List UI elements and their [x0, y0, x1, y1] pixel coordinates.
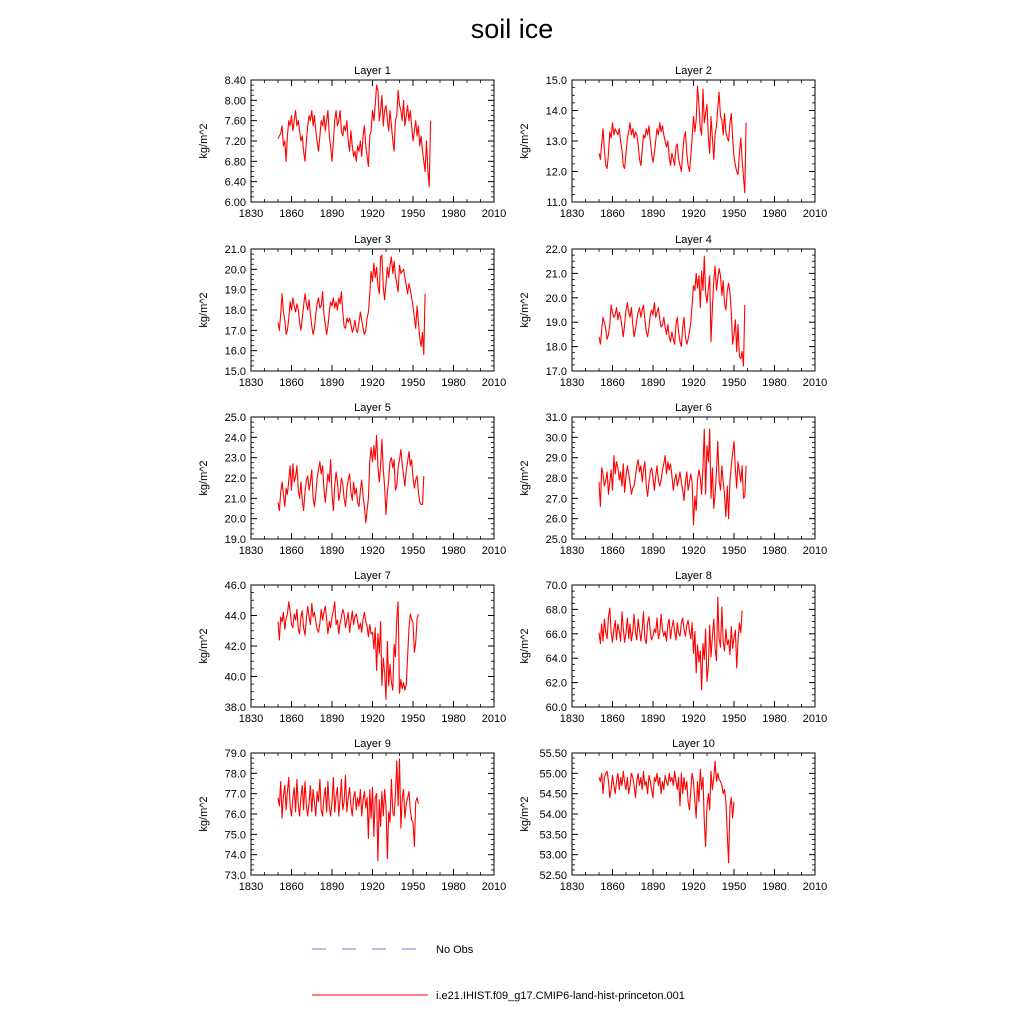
x-tick-label: 1980: [441, 208, 466, 220]
y-tick-label: 17.0: [545, 366, 567, 378]
y-tick-label: 19.0: [545, 317, 567, 330]
y-tick-label: 25.0: [545, 534, 567, 546]
y-axis-label: kg/m^2: [198, 292, 210, 328]
y-tick-label: 31.0: [545, 412, 567, 424]
panel-title: Layer 1: [354, 65, 391, 77]
y-tick-label: 15.0: [224, 366, 246, 378]
series-line-layer-3: [278, 255, 425, 355]
x-tick-label: 2010: [481, 545, 507, 557]
x-tick-label: 2010: [481, 377, 507, 389]
y-axis-label: kg/m^2: [519, 460, 531, 496]
y-tick-label: 79.0: [224, 748, 246, 760]
x-tick-label: 1950: [400, 377, 426, 389]
chart-panel-layer-9: [198, 738, 506, 893]
x-tick-label: 1980: [762, 377, 787, 389]
x-tick-label: 1950: [400, 713, 426, 725]
x-tick-label: 1920: [681, 881, 706, 893]
y-tick-label: 19.0: [224, 534, 246, 546]
x-tick-label: 1980: [762, 713, 787, 725]
plot-frame: [572, 753, 815, 875]
y-tick-label: 52.50: [539, 870, 567, 882]
panel-title: Layer 7: [354, 570, 391, 582]
y-tick-label: 53.00: [539, 849, 567, 862]
series-line-layer-8: [599, 597, 742, 690]
x-tick-label: 1950: [721, 377, 747, 389]
x-tick-label: 1980: [762, 208, 787, 220]
y-tick-label: 23.0: [224, 452, 246, 465]
x-tick-label: 1860: [600, 377, 625, 389]
y-tick-label: 55.00: [539, 768, 567, 781]
x-tick-label: 1890: [319, 545, 345, 557]
x-tick-label: 1980: [762, 881, 787, 893]
panel-title: Layer 6: [675, 402, 712, 414]
x-tick-label: 1920: [360, 545, 385, 557]
x-tick-label: 1860: [600, 713, 625, 725]
x-tick-label: 1860: [600, 208, 625, 220]
y-tick-label: 18.0: [224, 305, 246, 317]
x-tick-label: 1890: [319, 713, 345, 725]
y-tick-label: 70.0: [545, 580, 567, 592]
x-tick-label: 1920: [681, 545, 706, 557]
y-tick-label: 78.0: [224, 768, 246, 781]
x-tick-label: 1860: [279, 545, 304, 557]
panel-title: Layer 2: [675, 65, 712, 77]
y-tick-label: 11.0: [546, 197, 567, 209]
x-tick-label: 1920: [360, 881, 385, 893]
y-axis-label: kg/m^2: [519, 123, 531, 159]
legend: [312, 944, 685, 1002]
y-tick-label: 53.50: [539, 829, 567, 842]
y-tick-label: 24.0: [224, 432, 246, 445]
y-tick-label: 14.0: [545, 105, 567, 118]
x-tick-label: 1890: [640, 545, 666, 557]
y-tick-label: 21.0: [545, 268, 567, 281]
plot-frame: [251, 585, 494, 707]
y-tick-label: 25.0: [224, 412, 246, 424]
x-tick-label: 2010: [481, 881, 507, 893]
y-tick-label: 21.0: [224, 493, 246, 506]
series-line-layer-1: [278, 85, 431, 187]
x-tick-label: 1980: [441, 881, 466, 893]
x-tick-label: 1920: [681, 377, 706, 389]
y-tick-label: 73.0: [224, 870, 246, 882]
x-tick-label: 1830: [559, 545, 585, 557]
x-tick-label: 1920: [360, 377, 385, 389]
y-axis-label: kg/m^2: [519, 292, 531, 328]
chart-panel-layer-10: [519, 738, 827, 893]
x-tick-label: 2010: [802, 545, 828, 557]
chart-panel-layer-3: [198, 234, 506, 389]
y-tick-label: 74.0: [224, 849, 246, 862]
series-line-layer-7: [278, 602, 418, 700]
x-tick-label: 1890: [640, 881, 666, 893]
chart-panel-layer-5: [198, 402, 506, 557]
y-tick-label: 8.00: [224, 95, 246, 108]
plot-frame: [572, 80, 815, 202]
y-tick-label: 13.0: [545, 136, 567, 148]
legend-model-label: i.e21.IHIST.f09_g17.CMIP6-land-hist-princeton.001: [436, 990, 685, 1002]
y-tick-label: 62.0: [545, 677, 567, 690]
x-tick-label: 1980: [762, 545, 787, 557]
series-line-layer-2: [599, 86, 746, 193]
x-tick-label: 1980: [441, 377, 466, 389]
x-tick-label: 1830: [238, 881, 264, 893]
x-tick-label: 1950: [721, 881, 747, 893]
x-tick-label: 1860: [600, 545, 625, 557]
x-tick-label: 1830: [559, 881, 585, 893]
x-tick-label: 1830: [559, 377, 585, 389]
y-axis-label: kg/m^2: [198, 628, 210, 664]
x-tick-label: 1920: [681, 208, 706, 220]
x-tick-label: 1950: [721, 545, 747, 557]
legend-obs-label: No Obs: [436, 944, 474, 956]
panel-title: Layer 5: [354, 402, 391, 414]
x-tick-label: 1860: [600, 881, 625, 893]
y-tick-label: 12.0: [545, 166, 567, 179]
y-axis-label: kg/m^2: [198, 796, 210, 832]
y-tick-label: 27.0: [545, 493, 567, 506]
x-tick-label: 1950: [400, 545, 426, 557]
x-tick-label: 2010: [481, 713, 507, 725]
y-tick-label: 64.0: [545, 653, 567, 666]
y-tick-label: 7.20: [224, 136, 246, 148]
y-tick-label: 19.0: [224, 284, 246, 297]
y-axis-label: kg/m^2: [198, 123, 210, 159]
y-tick-label: 29.0: [545, 452, 567, 465]
x-tick-label: 1890: [319, 377, 345, 389]
y-tick-label: 6.00: [224, 197, 246, 209]
y-tick-label: 46.0: [224, 580, 246, 592]
y-tick-label: 20.0: [224, 513, 246, 526]
chart-panel-layer-8: [519, 570, 827, 725]
x-tick-label: 1920: [681, 713, 706, 725]
y-tick-label: 6.80: [224, 156, 246, 169]
y-tick-label: 16.0: [224, 345, 246, 358]
panel-title: Layer 10: [672, 738, 715, 750]
chart-panel-layer-2: [519, 65, 827, 220]
x-tick-label: 1950: [400, 208, 426, 220]
y-tick-label: 30.0: [545, 432, 567, 445]
y-tick-label: 7.60: [224, 115, 246, 128]
x-tick-label: 1950: [721, 713, 747, 725]
y-tick-label: 44.0: [224, 610, 246, 623]
y-tick-label: 8.40: [224, 75, 246, 87]
x-tick-label: 1830: [238, 545, 264, 557]
chart-panel-layer-4: [519, 234, 827, 389]
x-tick-label: 1950: [400, 881, 426, 893]
panel-title: Layer 9: [354, 738, 391, 750]
x-tick-label: 1860: [279, 713, 304, 725]
x-tick-label: 1920: [360, 208, 385, 220]
y-tick-label: 26.0: [545, 513, 567, 526]
y-tick-label: 38.0: [224, 702, 246, 714]
x-tick-label: 1980: [441, 545, 466, 557]
panel-title: Layer 8: [675, 570, 712, 582]
x-tick-label: 1890: [640, 377, 666, 389]
y-tick-label: 40.0: [224, 671, 246, 684]
y-tick-label: 20.0: [545, 292, 567, 305]
chart-panel-layer-7: [198, 570, 506, 725]
y-tick-label: 15.0: [545, 75, 567, 87]
y-tick-label: 60.0: [545, 702, 567, 714]
x-tick-label: 1830: [559, 713, 585, 725]
y-tick-label: 55.50: [539, 748, 567, 760]
plot-frame: [251, 753, 494, 875]
x-tick-label: 1890: [640, 713, 666, 725]
panel-title: Layer 3: [354, 234, 391, 246]
y-tick-label: 17.0: [224, 325, 246, 338]
y-tick-label: 22.0: [545, 244, 567, 256]
y-axis-label: kg/m^2: [519, 628, 531, 664]
x-tick-label: 1890: [640, 208, 666, 220]
y-tick-label: 77.0: [224, 788, 246, 801]
y-tick-label: 21.0: [224, 244, 246, 256]
series-line-layer-6: [599, 429, 746, 525]
plot-frame: [572, 249, 815, 371]
y-tick-label: 6.40: [224, 176, 246, 189]
y-tick-label: 28.0: [545, 473, 567, 485]
series-line-layer-4: [599, 256, 745, 366]
series-line-layer-9: [278, 759, 418, 861]
y-tick-label: 18.0: [545, 341, 567, 354]
y-axis-label: kg/m^2: [198, 460, 210, 496]
y-tick-label: 75.0: [224, 829, 246, 842]
x-tick-label: 1830: [238, 208, 264, 220]
x-tick-label: 1950: [721, 208, 747, 220]
x-tick-label: 2010: [481, 208, 507, 220]
x-tick-label: 1860: [279, 881, 304, 893]
x-tick-label: 1830: [559, 208, 585, 220]
chart-panel-layer-1: [198, 65, 506, 220]
x-tick-label: 2010: [802, 377, 828, 389]
y-axis-label: kg/m^2: [519, 796, 531, 832]
plot-frame: [251, 417, 494, 539]
x-tick-label: 2010: [802, 881, 828, 893]
y-tick-label: 42.0: [224, 641, 246, 653]
x-tick-label: 1890: [319, 208, 345, 220]
x-tick-label: 1830: [238, 713, 264, 725]
y-tick-label: 20.0: [224, 264, 246, 277]
series-line-layer-5: [278, 435, 424, 522]
plot-frame: [251, 249, 494, 371]
y-tick-label: 54.00: [539, 809, 567, 821]
y-tick-label: 54.50: [539, 788, 567, 801]
y-tick-label: 66.0: [545, 628, 567, 641]
x-tick-label: 1830: [238, 377, 264, 389]
x-tick-label: 2010: [802, 208, 828, 220]
series-line-layer-10: [599, 761, 734, 863]
x-tick-label: 1980: [441, 713, 466, 725]
y-tick-label: 22.0: [224, 473, 246, 485]
x-tick-label: 1890: [319, 881, 345, 893]
chart-panel-layer-6: [519, 402, 827, 557]
y-tick-label: 76.0: [224, 809, 246, 821]
x-tick-label: 1860: [279, 208, 304, 220]
x-tick-label: 2010: [802, 713, 828, 725]
y-tick-label: 68.0: [545, 604, 567, 617]
x-tick-label: 1920: [360, 713, 385, 725]
panel-title: Layer 4: [675, 234, 712, 246]
page-title: soil ice: [470, 14, 554, 44]
x-tick-label: 1860: [279, 377, 304, 389]
